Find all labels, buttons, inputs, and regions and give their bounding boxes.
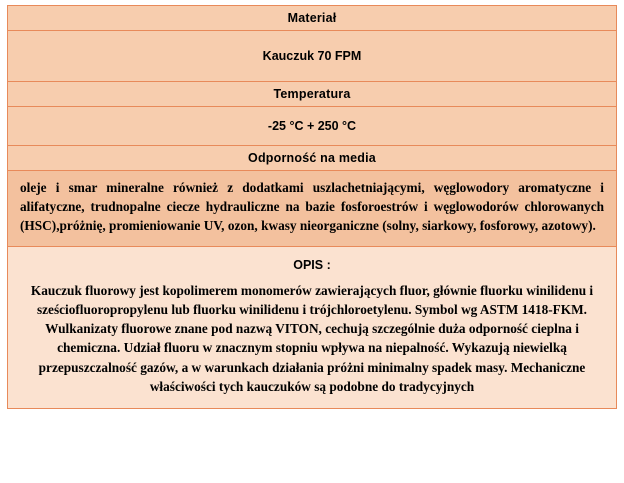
row-media-resistance-header	[8, 146, 616, 171]
material-value-label: Kauczuk 70 FPM	[262, 49, 362, 63]
row-temperature-header	[8, 82, 616, 107]
description-title: OPIS :	[293, 257, 331, 272]
row-description	[8, 247, 616, 409]
row-material-value	[8, 31, 616, 82]
row-material-header	[8, 6, 616, 31]
properties-table	[7, 5, 617, 409]
description-paragraph: Kauczuk fluorowy jest kopolimerem monomerów zawierających fluor, głównie fluorku winilidenu i sześciofluoropropylenu lub fluorku winilidenu i trójchloroetylenu. Symbol wg ASTM 1418-FKM. Wulkanizaty fluorowe znane pod nazwą VITON, cechują szczególnie duża odporność cieplna i chemiczna. Udział fluoru w znacznym stopniu wpływa na niepalność. Wykazują niewielką przepuszczalność gazów, a w warunkach działania próżni minimalny spadek masy. Mechaniczne właściwości tych kauczuków są podobne do tradycyjnych	[30, 282, 594, 394]
row-temperature-value	[8, 107, 616, 146]
material-header-label: Materiał	[287, 11, 337, 25]
media-resistance-paragraph: oleje i smar mineralne również z dodatkami uszlachetniającymi, węglowodory aromatyczne i alifatyczne, trudnopalne ciecze hydrauliczne na bazie fosforoestrów i węglowodorów chlorowanych (HSC),próżnię, promieniowanie UV, ozon, kwasy nieorganiczne (solny, siarkowy, fosforowy, azotowy).	[20, 180, 604, 233]
temperature-header-label: Temperatura	[273, 87, 351, 101]
row-media-resistance-text	[8, 171, 616, 247]
media-resistance-header-label: Odporność na media	[248, 151, 376, 165]
temperature-value-label: -25 °C + 250 °C	[267, 119, 357, 133]
material-data-sheet	[0, 5, 624, 483]
